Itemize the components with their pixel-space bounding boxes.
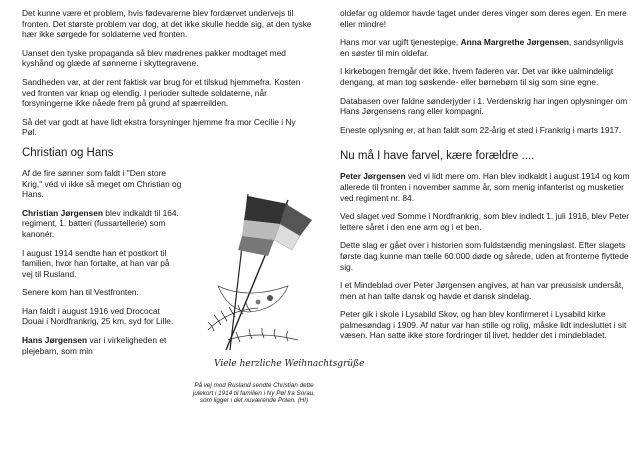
person-name: Anna Margrethe Jørgensen: [460, 37, 570, 48]
person-name: Christian Jørgensen: [22, 207, 103, 218]
paragraph: I kirkebogen fremgår det ikke, hvem faderen var. Det var ikke ualmindeligt dengang, at man tog søskende- eller børnebørn til sig som sine egne.: [340, 66, 614, 87]
section-heading: Nu må I have farvel, kære forældre ....: [340, 150, 535, 163]
paragraph: Det kunne være et problem, hvis fødevarerne blev fordærvet undervejs til fronten. Det største problem var dog, at det ikke skulle hedde sig, at den tyske hær ikke sørgede for soldaterne ved fronten.: [22, 8, 312, 40]
paragraph-text: ved vi lidt mere om. Han blev indkaldt i august 1914 og kom allerede til fronten i november samme år, som menig infanterist og musketier ved regiment nr. 84.: [340, 171, 630, 203]
ornament: [267, 295, 273, 301]
paragraph: Peter gik i skole i Lysabild Skov, og han blev konfirmeret i Lysabild kirke palmesøndag i 1909. Af natur var han stille og rolig, måske lidt indesluttet i sit væsen. Han satte ikke store fordringer til livet, hedder det i mindebladet.: [340, 309, 627, 341]
paragraph: Af de fire sønner som faldt i "Den store Krig," véd vi ikke så meget om Christian og Hans.: [22, 167, 182, 200]
paragraph: Eneste oplysning er, at han faldt som 22-årig et sted i Frankrig i marts 1917.: [340, 124, 622, 135]
paragraph: [340, 37, 630, 58]
ornament: [256, 300, 261, 305]
paragraph: Senere kom han til Vestfronten.: [22, 287, 139, 298]
paragraph: I et Mindeblad over Peter Jørgensen angives, at han var preussisk undersåt, men at han talte dansk og havde et dansk sindelag.: [340, 280, 624, 301]
pine-branch: [208, 303, 298, 342]
paragraph: Dette slag er gået over i historien som fuldstændig meningsløst. Efter slagets første dag kunne man tælle 60.000 døde og sårede, uden at fronterne flyttede sig.: [340, 240, 629, 272]
paragraph: Uanset den tyske propaganda så blev mødrenes pakker modtaget med kyshånd og glæde af sønnerne i skyttegravene.: [22, 47, 286, 69]
paragraph: oldefar og oldemor havde taget under deres vinger som deres egen. En mere eller mindre!: [340, 8, 627, 29]
paragraph: Ved slaget ved Somme i Nordfrankrig, som blev indledt 1. juli 1916, blev Peter lettere såret i den ene arm og i et ben.: [340, 211, 630, 232]
person-name: Peter Jørgensen: [340, 171, 406, 182]
christmas-card-illustration: [188, 190, 365, 380]
paragraph: Så det var godt at have lidt ekstra forsyninger hjemme fra mor Cecilie i Ny Pøl.: [22, 116, 296, 138]
card-greeting: Viele herzliche Weihnachtsgrüße: [214, 359, 365, 369]
paragraph: Databasen over faldne sønderjyder i 1. Verdenskrig har ingen oplysninger om Hans Jørgensens rang eller kompagni.: [340, 95, 628, 117]
section-heading: Christian og Hans: [22, 146, 114, 159]
paragraph-text: , sandsynligvis en søster til min oldefar.: [340, 37, 624, 58]
paragraph-text: var i virkeligheden et plejebarn, som min: [22, 335, 167, 356]
paragraph: I august 1914 sendte han et postkort til familien, hvor han fortalte, at han var på vej til Rusland.: [22, 247, 170, 279]
paragraph-text: blev indkaldt til 164. regiment, 1. batteri (fussartellerie) som kanonér.: [22, 207, 179, 239]
paragraph: [22, 335, 182, 356]
paragraph: Sandheden var, at der rent faktisk var brug for et tilskud hjemmefra. Kosten ved fronten var knap og elendig. I perioder sultede soldaterne, når forsyningerne ikke nåede frem på grund af spærreilden.: [22, 76, 301, 109]
figure-caption: På vej mod Rusland sendte Christian dette julekort i 1914 til familien i Ny Pøl fra Sorau, som ligger i det nuværende Polen. (HI): [192, 382, 316, 405]
right-column: [340, 8, 630, 349]
paragraph: Han faldt i august 1916 ved Drococat Douai i Nordfrankrig, 25 km. syd for Lille.: [22, 305, 174, 327]
person-name: Hans Jørgensen: [22, 335, 88, 346]
paragraph-text: Hans mor var ugift tjenestepige,: [340, 37, 461, 48]
paragraph: [340, 171, 630, 203]
paragraph: [22, 208, 182, 240]
